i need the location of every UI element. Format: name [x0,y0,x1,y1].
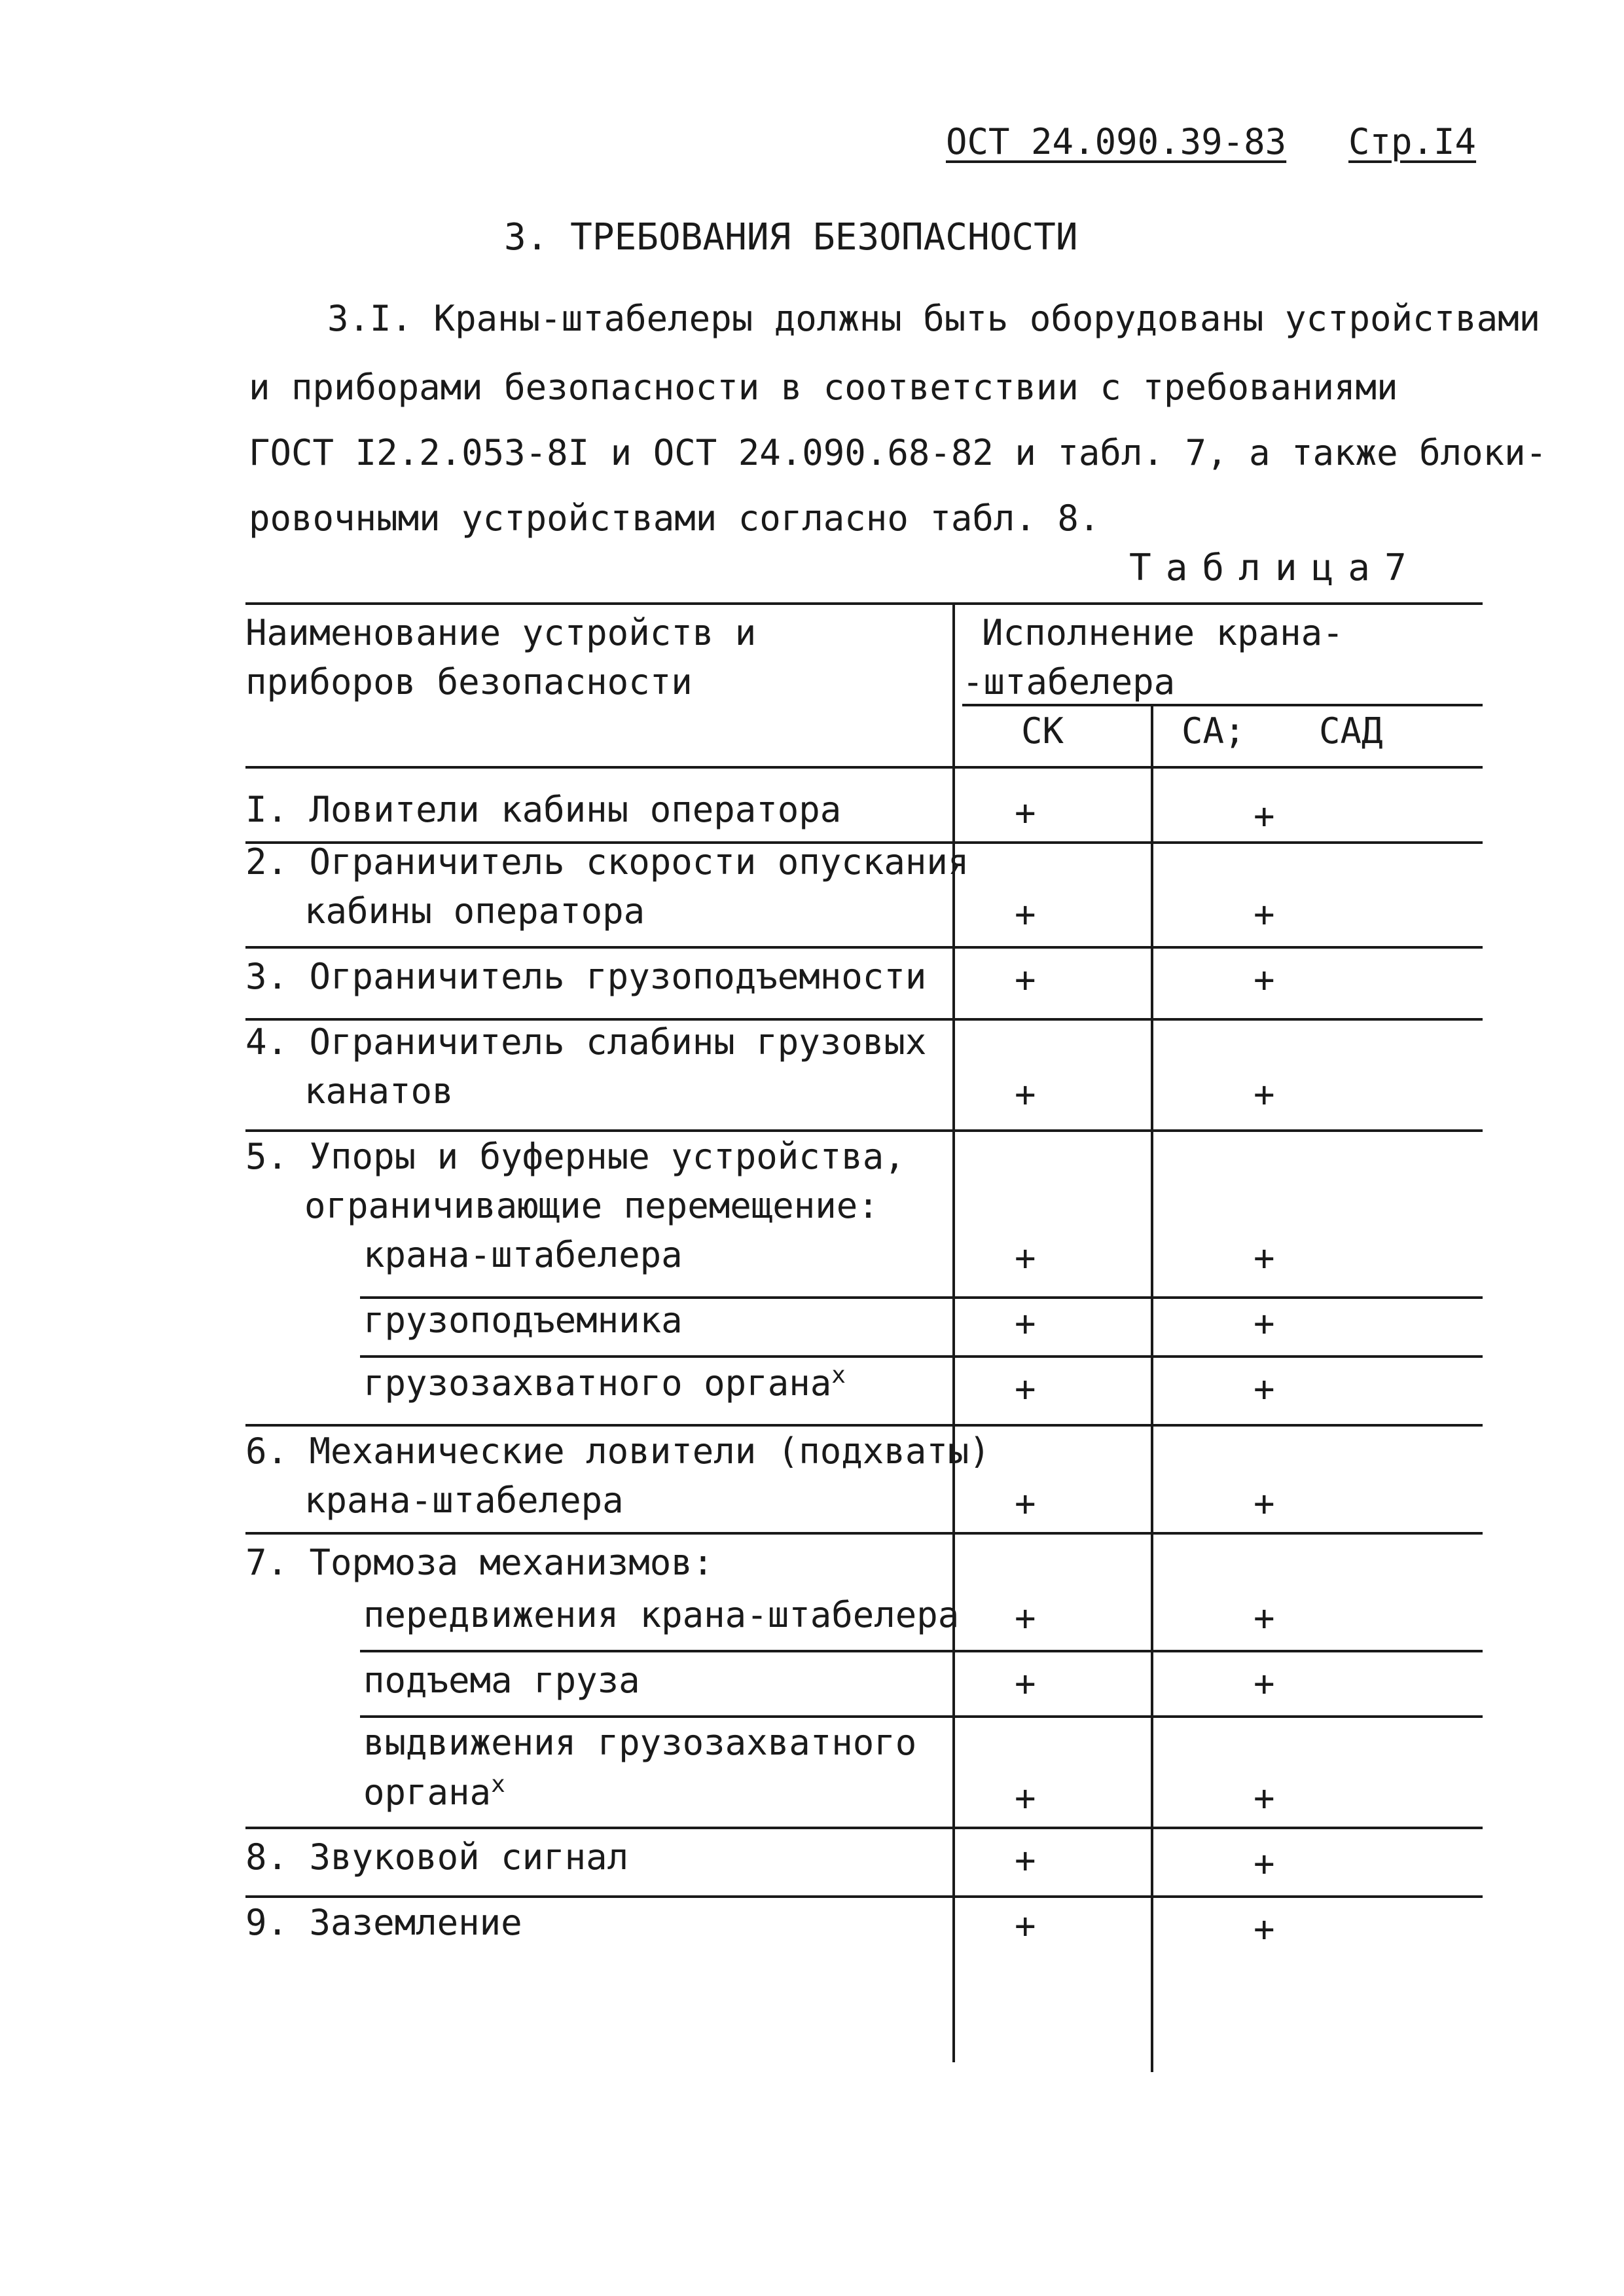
header-sub-rule [962,704,1483,706]
sub-row-rule [360,1296,1483,1299]
col-header-version: -штабелера [962,661,1176,702]
row-rule [245,1532,1483,1535]
plus-mark: + [1015,1663,1036,1704]
plus-mark: + [1254,795,1275,837]
plus-mark: + [1254,1597,1275,1639]
row-label: грузоподъемника [363,1300,683,1341]
section-title: 3. ТРЕБОВАНИЯ БЕЗОПАСНОСТИ [504,216,1078,259]
row-label: канатов [304,1070,454,1112]
row-label: крана-штабелера [363,1234,683,1275]
row-label: органа$^x$ [363,1771,505,1813]
plus-mark: + [1015,792,1036,833]
row-rule [245,946,1483,949]
plus-mark: + [1015,1597,1036,1639]
row-label: грузозахватного органа$^x$ [363,1362,846,1404]
row-label: передвижения крана-штабелера [363,1594,960,1635]
row-label: крана-штабелера [304,1480,624,1521]
sub-row-rule [360,1715,1483,1718]
paragraph-line: и приборами безопасности в соответствии с требованиями [249,367,1398,408]
paragraph-line: ГОСТ I2.2.053-8I и ОСТ 24.090.68-82 и табл. 7, а также блоки- [249,432,1547,473]
col-header-version: Исполнение крана- [982,612,1344,653]
row-label: I. Ловители кабины оператора [245,789,842,830]
row-label: кабины оператора [304,890,645,932]
row-label: 4. Ограничитель слабины грузовых [245,1021,927,1063]
paragraph-line: 3.I. Краны-штабелеры должны быть оборудованы устройствами [327,298,1541,339]
sub-row-rule [360,1355,1483,1358]
column-divider [1151,704,1153,2072]
row-label: 8. Звуковой сигнал [245,1836,629,1878]
col-header-name: Наименование устройств и [245,612,757,653]
plus-mark: + [1254,1908,1275,1950]
sub-row-rule [360,1650,1483,1652]
row-label: 7. Тормоза механизмов: [245,1542,714,1583]
plus-mark: + [1254,1483,1275,1524]
plus-mark: + [1254,1303,1275,1344]
row-label: 6. Механические ловители (подхваты) [245,1430,990,1472]
plus-mark: + [1015,1483,1036,1524]
paragraph-line: ровочными устройствами согласно табл. 8. [249,498,1100,539]
sub-header-sad: САД [1319,710,1383,752]
col-header-name: приборов безопасности [245,661,693,702]
row-rule [245,1895,1483,1898]
row-rule [245,1424,1483,1427]
row-label: выдвижения грузозахватного [363,1722,917,1763]
row-label: 5. Упоры и буферные устройства, [245,1136,905,1177]
plus-mark: + [1254,1843,1275,1884]
document-code: ОСТ 24.090.39-83 [946,121,1287,162]
row-label: 3. Ограничитель грузоподъемности [245,956,927,997]
sub-header-sa: СА; [1182,710,1246,752]
plus-mark: + [1254,1237,1275,1279]
table-label: Таблица7 [1129,547,1421,589]
row-label: 2. Ограничитель скорости опускания [245,841,969,883]
plus-mark: + [1015,1074,1036,1115]
row-label: подъема груза [363,1660,640,1701]
plus-mark: + [1015,1303,1036,1344]
row-rule [245,1018,1483,1021]
plus-mark: + [1015,894,1036,935]
plus-mark: + [1015,1905,1036,1946]
plus-mark: + [1015,1840,1036,1881]
row-label: ограничивающие перемещение: [304,1185,879,1226]
row-label: 9. Заземление [245,1902,522,1943]
row-rule [245,1129,1483,1132]
page-number: Стр.I4 [1348,121,1477,162]
plus-mark: + [1254,1074,1275,1115]
plus-mark: + [1254,1663,1275,1704]
row-rule [245,1827,1483,1829]
footnote-mark: x [491,1771,505,1798]
plus-mark: + [1015,1777,1036,1819]
plus-mark: + [1015,1237,1036,1279]
column-divider [952,602,955,2062]
plus-mark: + [1254,959,1275,1000]
plus-mark: + [1254,894,1275,935]
header-bottom-rule [245,766,1483,769]
plus-mark: + [1254,1777,1275,1819]
table-top-rule [245,602,1483,605]
plus-mark: + [1015,1368,1036,1410]
plus-mark: + [1015,959,1036,1000]
sub-header-sk: СК [1021,710,1064,752]
footnote-mark: x [831,1362,846,1389]
plus-mark: + [1254,1368,1275,1410]
